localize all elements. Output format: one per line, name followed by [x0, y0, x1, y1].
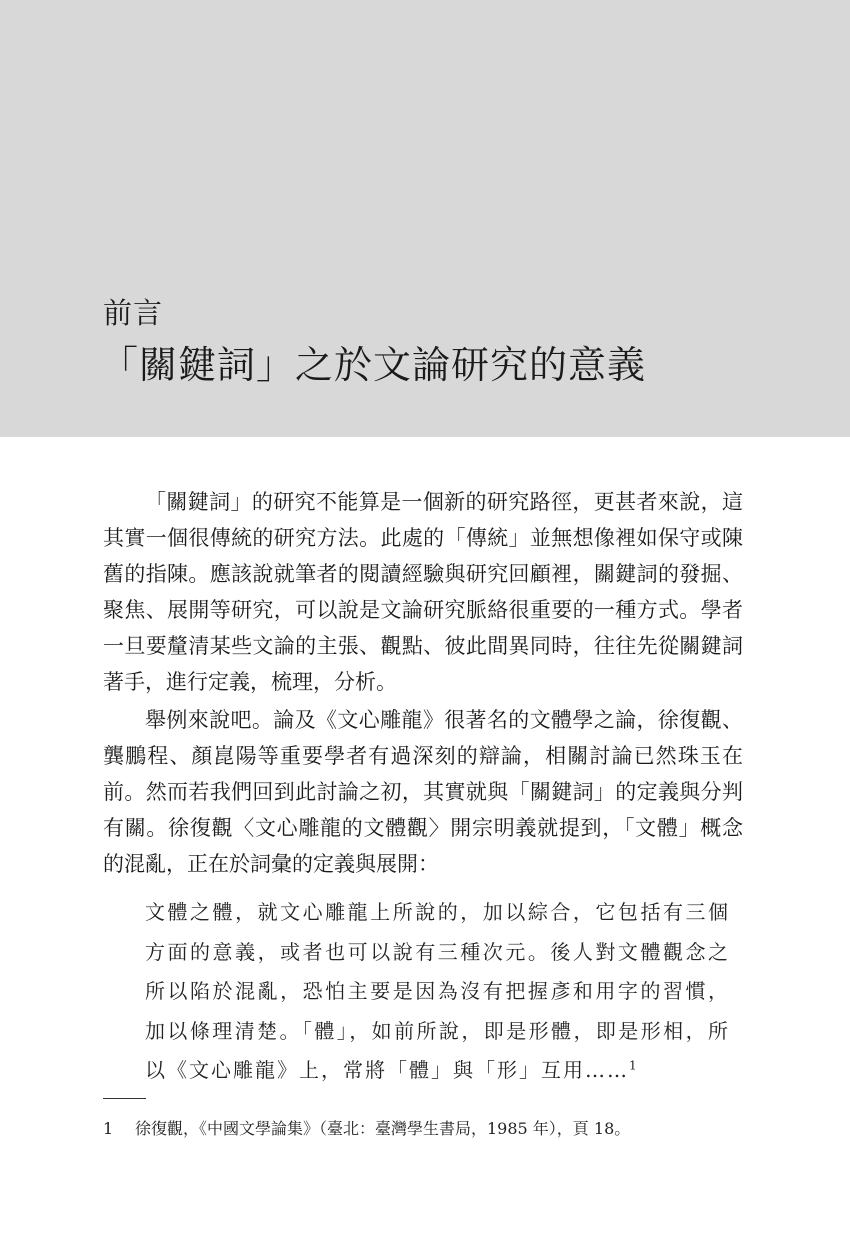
footnote-reference[interactable]: 1 [629, 1058, 639, 1073]
paragraph-1: 「關鍵詞」的研究不能算是一個新的研究路徑，更甚者來說，這其實一個很傳統的研究方法。此處的「傳統」並無想像裡如保守或陳舊的指陳。應該說就筆者的閱讀經驗與研究回顧裡，關鍵詞的發掘、聚焦、展開等研究，可以說是文論研究脈絡很重要的一種方式。學者一旦要釐清某些文論的主張、觀點、彼此間異同時，往往先從關鍵詞著手，進行定義，梳理，分析。 [103, 490, 743, 694]
chapter-title: 「關鍵詞」之於文論研究的意義 [100, 343, 647, 387]
chapter-label: 前言 [103, 296, 164, 330]
paragraph-2: 舉例來說吧。論及《文心雕龍》很著名的文體學之論，徐復觀、龔鵬程、顏崑陽等重要學者有過深刻的辯論，相關討論已然珠玉在前。然而若我們回到此討論之初，其實就與「關鍵詞」的定義與分判有關。徐復觀〈文心雕龍的文體觀〉開宗明義就提到，「文體」概念的混亂，正在於詞彙的定義與展開： [103, 708, 743, 876]
footnote-number: 1 [103, 1119, 114, 1138]
chapter-header-band [0, 0, 850, 437]
body-text [103, 484, 743, 882]
footnote-text: 徐復觀，《中國文學論集》（臺北：臺灣學生書局，1985 年），頁 18。 [135, 1119, 631, 1138]
footnote [103, 1117, 743, 1141]
quote-text: 文體之體，就文心雕龍上所說的，加以綜合，它包括有三個方面的意義，或者也可以說有三種次元。後人對文體觀念之所以陷於混亂，恐怕主要是因為沒有把握彥和用字的習慣，加以條理清楚。「體」，如前所說，即是形體，即是形相，所以《文心雕龍》上，常將「體」與「形」互用…… [145, 900, 730, 1082]
footnote-divider [103, 1098, 146, 1099]
block-quote [145, 893, 730, 1091]
